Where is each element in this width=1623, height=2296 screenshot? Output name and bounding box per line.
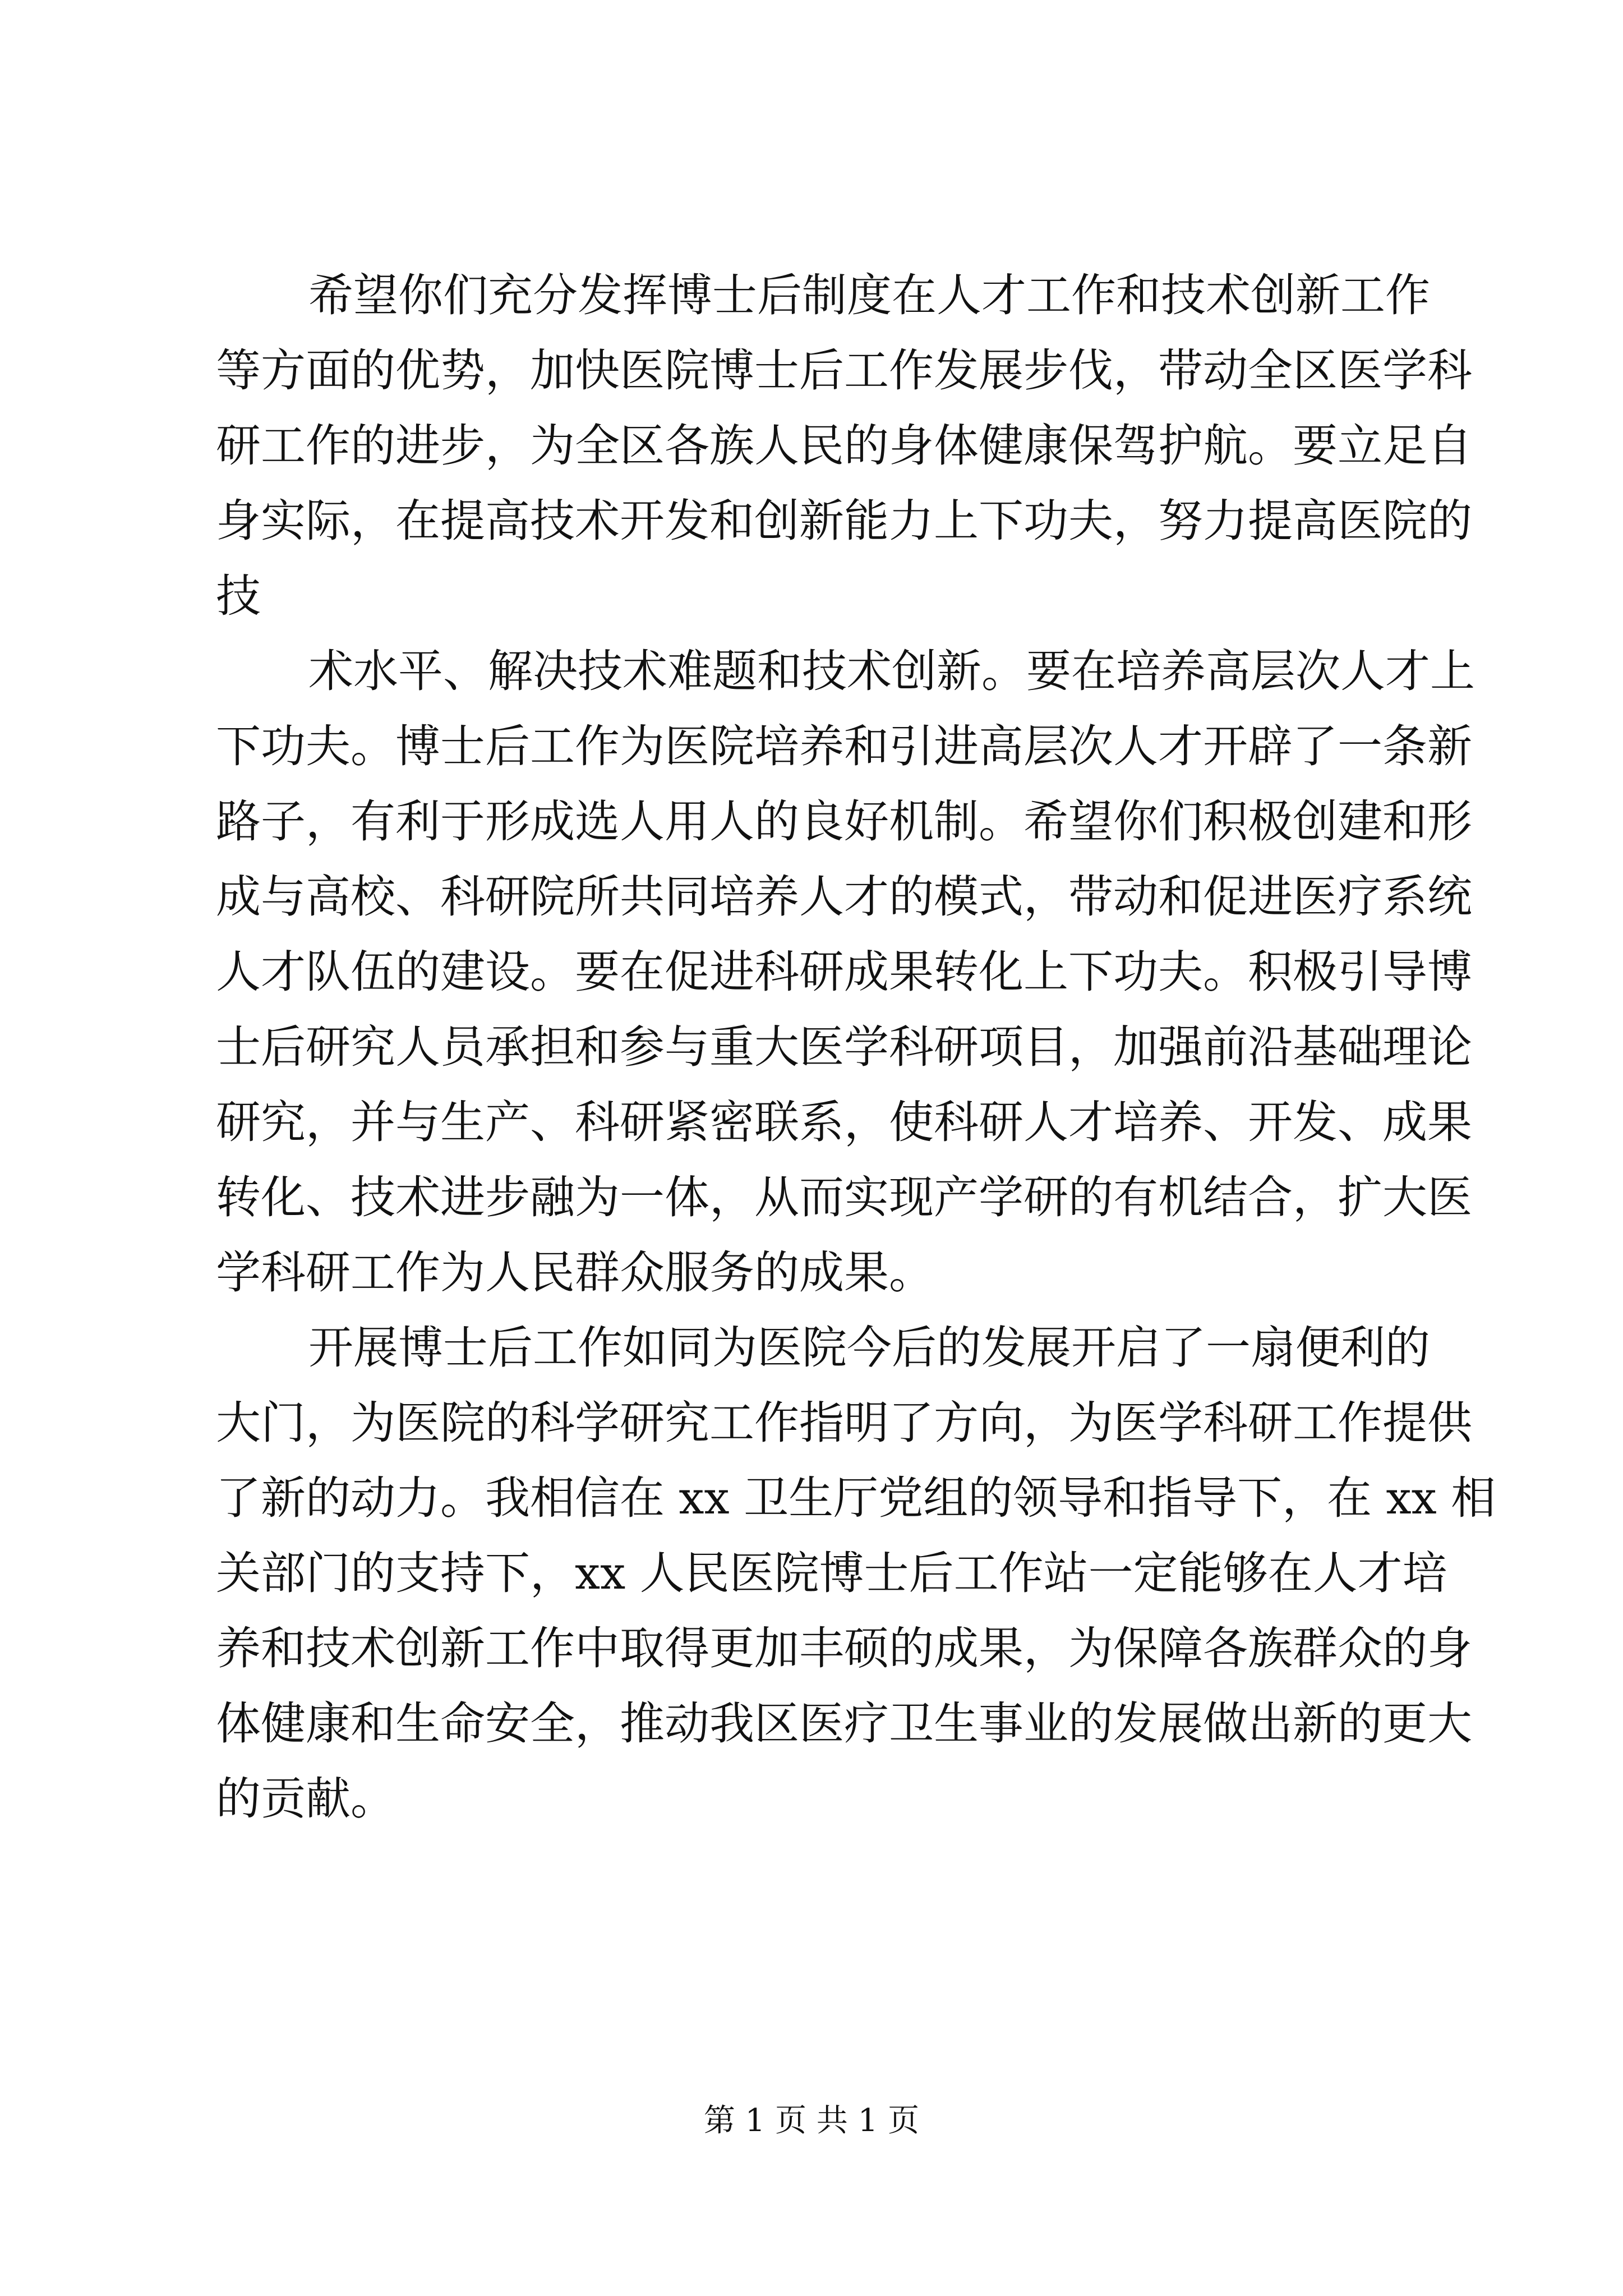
paragraph-1-line-4: 身实际，在提高技术开发和创新能力上下功夫，努力提高医院的 bbox=[216, 495, 1472, 547]
document-body bbox=[216, 258, 1496, 1837]
page-number-footer: 第 1 页 共 1 页 bbox=[703, 2102, 920, 2139]
paragraph-1-line-5: 技 bbox=[216, 570, 261, 622]
paragraph-3-line-5: 养和技术创新工作中取得更加丰硕的成果，为保障各族群众的身 bbox=[216, 1622, 1472, 1674]
paragraph-3-line-1: 开展博士后工作如同为医院今后的发展开启了一扇便利的 bbox=[308, 1322, 1430, 1374]
paragraph-1-line-3: 研工作的进步，为全区各族人民的身体健康保驾护航。要立足自 bbox=[216, 420, 1472, 472]
paragraph-2-line-7: 研究，并与生产、科研紧密联系，使科研人才培养、开发、成果 bbox=[216, 1096, 1472, 1148]
paragraph-2-line-3: 路子，有利于形成选人用人的良好机制。希望你们积极创建和形 bbox=[216, 795, 1472, 848]
paragraph-1-line-1: 希望你们充分发挥博士后制度在人才工作和技术创新工作 bbox=[308, 269, 1430, 321]
paragraph-3-line-4: 关部门的支持下，xx 人民医院博士后工作站一定能够在人才培 bbox=[216, 1547, 1447, 1599]
paragraph-2-line-9: 学科研工作为人民群众服务的成果。 bbox=[216, 1246, 934, 1299]
paragraph-2-line-5: 人才队伍的建设。要在促进科研成果转化上下功夫。积极引导博 bbox=[216, 946, 1472, 998]
paragraph-2-line-6: 士后研究人员承担和参与重大医学科研项目，加强前沿基础理论 bbox=[216, 1021, 1472, 1073]
paragraph-2-line-2: 下功夫。博士后工作为医院培养和引进高层次人才开辟了一条新 bbox=[216, 720, 1472, 772]
paragraph-2-line-8: 转化、技术进步融为一体，从而实现产学研的有机结合，扩大医 bbox=[216, 1171, 1472, 1223]
paragraph-3-line-6: 体健康和生命安全，推动我区医疗卫生事业的发展做出新的更大 bbox=[216, 1697, 1472, 1750]
paragraph-2-line-4: 成与高校、科研院所共同培养人才的模式，带动和促进医疗系统 bbox=[216, 871, 1472, 923]
paragraph-3-line-2: 大门，为医院的科学研究工作指明了方向，为医学科研工作提供 bbox=[216, 1397, 1472, 1449]
paragraph-3-line-7: 的贡献。 bbox=[216, 1773, 395, 1825]
paragraph-1-line-2: 等方面的优势，加快医院博士后工作发展步伐，带动全区医学科 bbox=[216, 344, 1472, 397]
paragraph-3-line-3: 了新的动力。我相信在 xx 卫生厅党组的领导和指导下，在 xx 相 bbox=[216, 1472, 1496, 1524]
paragraph-2-line-1: 术水平、解决技术难题和技术创新。要在培养高层次人才上 bbox=[308, 645, 1475, 697]
